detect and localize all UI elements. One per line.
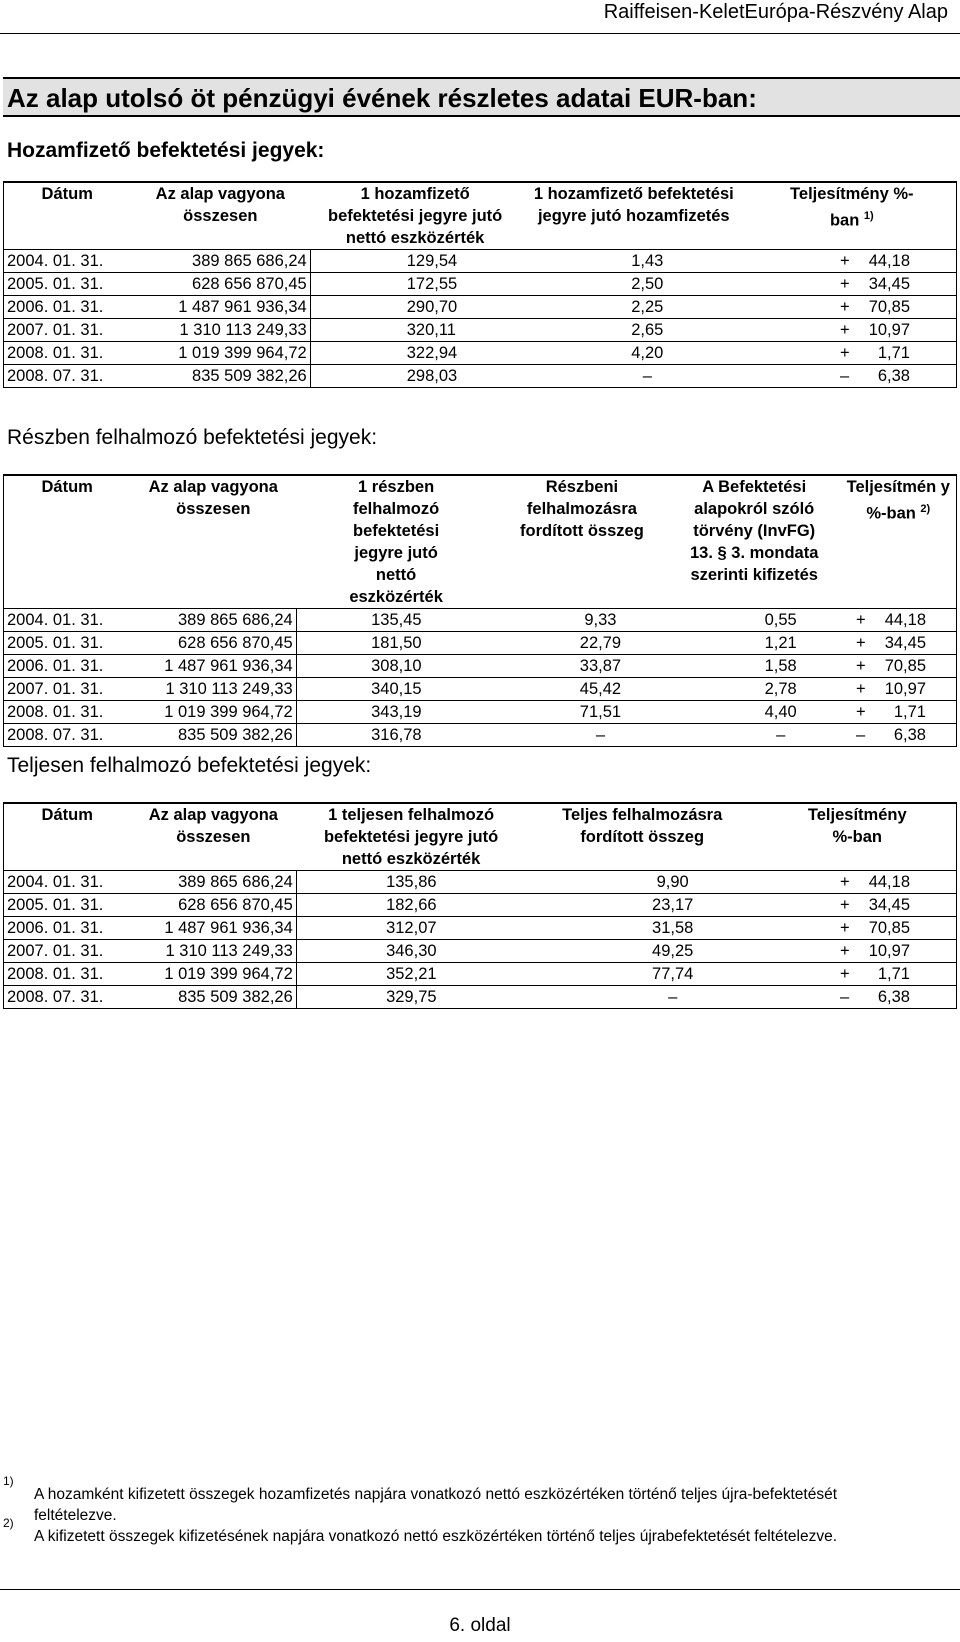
performance-cell <box>759 986 957 1009</box>
nav-cell: 312,07 <box>386 919 437 937</box>
performance-sign: – <box>856 726 866 744</box>
col-performance <box>748 182 957 250</box>
nav-cell: 308,10 <box>371 657 422 675</box>
table-row <box>4 724 957 747</box>
performance-value: 6,38 <box>893 726 926 744</box>
nav-cell: 135,45 <box>371 611 422 629</box>
performance-value: 1,71 <box>877 965 910 983</box>
performance-sign: + <box>856 703 866 721</box>
col-assets: Az alap vagyona összesen <box>155 185 285 225</box>
main-title-bar <box>3 77 960 117</box>
table3-title: Teljesen felhalmozó befektetési jegyek: <box>7 754 372 777</box>
performance-sign: + <box>856 634 866 652</box>
footnote-2-mark: 2) <box>3 1516 14 1530</box>
col-invfg-payout: A Befektetési alapokról szóló törvény (InvFG) 13. § 3. mondata szerinti kifizetés <box>690 478 819 584</box>
nav-cell: 343,19 <box>371 703 422 721</box>
nav-cell: 322,94 <box>406 344 458 362</box>
performance-value: 70,85 <box>868 919 910 937</box>
assets-cell: 835 509 382,26 <box>130 986 296 1009</box>
page-number: 6. oldal <box>449 1615 511 1636</box>
accum-cell: 9,90 <box>656 873 689 891</box>
table-row <box>4 940 957 963</box>
date-cell: 2004. 01. 31. <box>7 252 104 270</box>
performance-cell <box>748 273 957 296</box>
assets-cell: 1 019 399 964,72 <box>130 963 296 986</box>
table-row <box>4 701 957 724</box>
performance-value: 6,38 <box>877 367 910 385</box>
col-nav: 1 teljesen felhalmozó befektetési jegyre jutó nettó eszközérték <box>323 806 499 868</box>
performance-value: 44,18 <box>884 611 926 629</box>
date-cell: 2008. 07. 31. <box>7 726 104 744</box>
header-rule <box>0 33 960 34</box>
date-cell: 2005. 01. 31. <box>7 634 104 652</box>
performance-value: 10,97 <box>868 321 910 339</box>
table-row <box>4 678 957 701</box>
table-row <box>4 894 957 917</box>
performance-sign: + <box>840 321 850 339</box>
full-accum-units-table <box>3 802 957 1009</box>
performance-value: 44,18 <box>868 873 910 891</box>
footnote-1-mark: 1) <box>3 1474 14 1488</box>
accum-cell: 45,42 <box>579 680 622 698</box>
date-cell: 2008. 01. 31. <box>7 703 104 721</box>
performance-value: 70,85 <box>884 657 926 675</box>
fund-name-header: Raiffeisen-KeletEurópa-Részvény Alap <box>603 1 948 23</box>
date-cell: 2008. 01. 31. <box>7 344 104 362</box>
table-row <box>4 655 957 678</box>
date-cell: 2007. 01. 31. <box>7 942 104 960</box>
performance-cell <box>759 871 957 894</box>
performance-sign: + <box>840 275 850 293</box>
performance-value: 34,45 <box>868 896 910 914</box>
performance-sign: + <box>856 611 866 629</box>
date-cell: 2008. 01. 31. <box>7 965 104 983</box>
col-accum: Részbeni felhalmozásra fordított összeg <box>520 478 644 540</box>
date-cell: 2004. 01. 31. <box>7 611 104 629</box>
table1-header-row <box>4 182 957 250</box>
footnote-ref-1: 1) <box>863 210 874 222</box>
col-nav: 1 hozamfizető befektetési jegyre jutó nettó eszközérték <box>328 185 503 247</box>
table-row <box>4 365 957 388</box>
assets-cell: 389 865 686,24 <box>130 871 296 894</box>
assets-cell: 1 310 113 249,33 <box>130 940 296 963</box>
nav-cell: 135,86 <box>386 873 437 891</box>
table-row <box>4 871 957 894</box>
main-title: Az alap utolsó öt pénzügyi évének részletes adatai EUR-ban: <box>7 83 757 113</box>
performance-cell <box>759 963 957 986</box>
table-row <box>4 917 957 940</box>
performance-cell <box>841 609 957 632</box>
performance-value: 10,97 <box>884 680 926 698</box>
performance-sign: – <box>840 367 850 385</box>
performance-value: 10,97 <box>868 942 910 960</box>
col-date: Dátum <box>41 185 93 203</box>
payout-cell: 1,21 <box>764 634 797 652</box>
payout-cell: 2,65 <box>631 321 664 339</box>
performance-cell <box>841 678 957 701</box>
col-nav: 1 részben felhalmozó befektetési jegyre jutó nettó eszközérték <box>349 478 443 606</box>
date-cell: 2006. 01. 31. <box>7 657 104 675</box>
performance-value: 34,45 <box>868 275 910 293</box>
footnote-ref-2: 2) <box>920 503 931 515</box>
nav-cell: 316,78 <box>371 726 422 744</box>
accum-cell: 9,33 <box>584 611 617 629</box>
performance-sign: + <box>840 965 850 983</box>
assets-cell: 1 019 399 964,72 <box>130 342 310 365</box>
table-row <box>4 986 957 1009</box>
accum-cell: – <box>595 726 606 744</box>
performance-sign: + <box>856 680 866 698</box>
date-cell: 2007. 01. 31. <box>7 321 104 339</box>
performance-cell <box>759 917 957 940</box>
payout-cell: 2,25 <box>631 298 664 316</box>
col-accum: Teljes felhalmozásra fordított összeg <box>562 806 723 846</box>
table-row <box>4 632 957 655</box>
table3-header-row <box>4 803 957 871</box>
performance-sign: + <box>840 298 850 316</box>
payout-cell: 0,55 <box>764 611 797 629</box>
nav-cell: 320,11 <box>406 321 456 339</box>
payout-cell: – <box>776 726 786 744</box>
date-cell: 2004. 01. 31. <box>7 873 104 891</box>
assets-cell: 1 310 113 249,33 <box>130 319 310 342</box>
performance-cell <box>748 319 957 342</box>
col-assets: Az alap vagyona összesen <box>148 806 278 846</box>
performance-sign: + <box>840 942 850 960</box>
date-cell: 2005. 01. 31. <box>7 896 104 914</box>
performance-sign: + <box>840 252 850 270</box>
performance-cell <box>748 365 957 388</box>
performance-value: 1,71 <box>893 703 926 721</box>
assets-cell: 835 509 382,26 <box>130 724 296 747</box>
performance-cell <box>841 724 957 747</box>
assets-cell: 835 509 382,26 <box>130 365 310 388</box>
assets-cell: 628 656 870,45 <box>130 632 296 655</box>
table-row <box>4 963 957 986</box>
performance-sign: + <box>840 344 850 362</box>
performance-value: 44,18 <box>868 252 910 270</box>
col-payout: 1 hozamfizető befektetési jegyre jutó hozamfizetés <box>533 185 734 225</box>
performance-cell <box>748 296 957 319</box>
col-date: Dátum <box>41 806 93 824</box>
payout-cell: 2,78 <box>764 680 797 698</box>
accum-cell: 31,58 <box>652 919 694 937</box>
nav-cell: 329,75 <box>386 988 437 1006</box>
performance-cell <box>841 632 957 655</box>
performance-value: 1,71 <box>877 344 910 362</box>
partial-accum-units-table <box>3 474 957 747</box>
nav-cell: 129,54 <box>406 252 458 270</box>
accum-cell: 77,74 <box>652 965 694 983</box>
performance-sign: + <box>840 873 850 891</box>
col-performance-label: Teljesítmén y %-ban <box>846 478 950 523</box>
performance-sign: + <box>840 919 850 937</box>
footnote-2-text: A kifizetett összegek kifizetésének napjára vonatkozó nettó eszközértéken történő teljes újrabefektetését feltételezve. <box>34 1528 838 1545</box>
income-units-table <box>3 181 957 388</box>
payout-cell: 4,40 <box>764 703 797 721</box>
payout-cell: 1,43 <box>631 252 664 270</box>
nav-cell: 340,15 <box>371 680 422 698</box>
table-row <box>4 319 957 342</box>
footer-rule <box>0 1589 960 1590</box>
table2-header-row <box>4 475 957 609</box>
date-cell: 2005. 01. 31. <box>7 275 104 293</box>
table-row <box>4 609 957 632</box>
table-row <box>4 296 957 319</box>
assets-cell: 1 487 961 936,34 <box>130 296 310 319</box>
table-row <box>4 250 957 273</box>
nav-cell: 298,03 <box>406 367 458 385</box>
assets-cell: 1 487 961 936,34 <box>130 655 296 678</box>
assets-cell: 389 865 686,24 <box>130 250 310 273</box>
date-cell: 2008. 07. 31. <box>7 988 104 1006</box>
performance-cell <box>759 940 957 963</box>
performance-cell <box>759 894 957 917</box>
performance-cell <box>841 655 957 678</box>
accum-cell: 33,87 <box>579 657 622 675</box>
performance-value: 6,38 <box>877 988 910 1006</box>
nav-cell: 352,21 <box>386 965 437 983</box>
performance-value: 70,85 <box>868 298 910 316</box>
assets-cell: 628 656 870,45 <box>130 894 296 917</box>
date-cell: 2007. 01. 31. <box>7 680 104 698</box>
col-assets: Az alap vagyona összesen <box>148 478 278 518</box>
col-date: Dátum <box>41 478 93 496</box>
assets-cell: 628 656 870,45 <box>130 273 310 296</box>
performance-cell <box>748 250 957 273</box>
col-performance: Teljesítmény %-ban <box>807 806 907 846</box>
table1-title: Hozamfizető befektetési jegyek: <box>7 139 325 162</box>
performance-sign: + <box>840 896 850 914</box>
payout-cell: 2,50 <box>631 275 664 293</box>
table-row <box>4 273 957 296</box>
nav-cell: 181,50 <box>371 634 422 652</box>
accum-cell: 49,25 <box>652 942 694 960</box>
date-cell: 2006. 01. 31. <box>7 919 104 937</box>
accum-cell: 23,17 <box>652 896 694 914</box>
performance-value: 34,45 <box>884 634 926 652</box>
accum-cell: 22,79 <box>579 634 622 652</box>
performance-cell <box>841 701 957 724</box>
col-performance-label: Teljesítmény %-ban <box>790 185 914 230</box>
payout-cell: 1,58 <box>764 657 797 675</box>
date-cell: 2006. 01. 31. <box>7 298 104 316</box>
accum-cell: 71,51 <box>579 703 622 721</box>
performance-sign: + <box>856 657 866 675</box>
nav-cell: 290,70 <box>406 298 458 316</box>
nav-cell: 172,55 <box>406 275 458 293</box>
payout-cell: – <box>642 367 652 385</box>
accum-cell: – <box>668 988 678 1006</box>
date-cell: 2008. 07. 31. <box>7 367 104 385</box>
assets-cell: 389 865 686,24 <box>130 609 296 632</box>
col-performance <box>841 475 957 609</box>
performance-cell <box>748 342 957 365</box>
table2-title: Részben felhalmozó befektetési jegyek: <box>7 426 378 449</box>
payout-cell: 4,20 <box>631 344 664 362</box>
footnote-1-text: A hozamként kifizetett összegek hozamfizetés napjára vonatkozó nettó eszközértéken történő teljes újra-befektetését feltételezve. <box>34 1486 838 1524</box>
assets-cell: 1 310 113 249,33 <box>130 678 296 701</box>
nav-cell: 182,66 <box>386 896 437 914</box>
table-row <box>4 342 957 365</box>
nav-cell: 346,30 <box>386 942 437 960</box>
performance-sign: – <box>840 988 850 1006</box>
assets-cell: 1 487 961 936,34 <box>130 917 296 940</box>
assets-cell: 1 019 399 964,72 <box>130 701 296 724</box>
